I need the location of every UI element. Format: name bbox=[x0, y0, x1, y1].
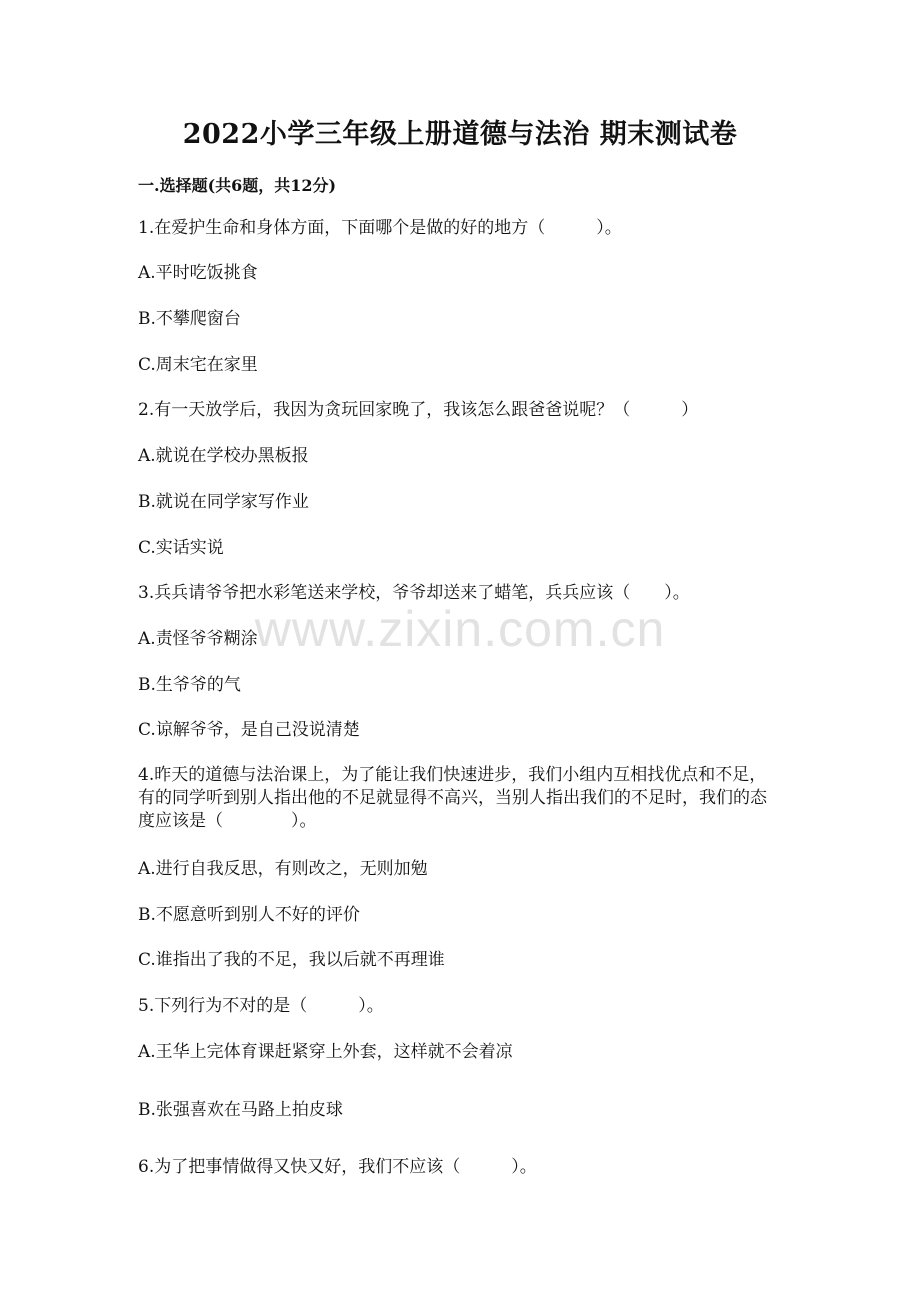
question-4-stem: 4.昨天的道德与法治课上，为了能让我们快速进步，我们小组内互相找优点和不足，有的同学听到别人指出他的不足就显得不高兴，当别人指出我们的不足时，我们的态度应该是（ ）。 bbox=[138, 765, 767, 831]
question-3-option-b: B.生爷爷的气 bbox=[138, 675, 241, 695]
question-4-option-b: B.不愿意听到别人不好的评价 bbox=[138, 905, 360, 925]
question-1-option-b: B.不攀爬窗台 bbox=[138, 309, 241, 329]
watermark: www.zixin.com.cn bbox=[254, 601, 666, 657]
question-2-option-b: B.就说在同学家写作业 bbox=[138, 492, 309, 512]
question-4-option-c: C.谁指出了我的不足，我以后就不再理谁 bbox=[138, 950, 445, 970]
question-3-option-c: C.谅解爷爷，是自己没说清楚 bbox=[138, 720, 360, 740]
question-2-option-a: A.就说在学校办黑板报 bbox=[138, 446, 309, 466]
question-1-option-a: A.平时吃饭挑食 bbox=[138, 263, 258, 283]
page-title: 2022小学三年级上册道德与法治 期末测试卷 bbox=[182, 119, 738, 150]
question-2-stem: 2.有一天放学后，我因为贪玩回家晚了，我该怎么跟爸爸说呢？（ ） bbox=[138, 400, 699, 420]
question-5-stem: 5.下列行为不对的是（ ）。 bbox=[138, 996, 384, 1016]
question-6-stem: 6.为了把事情做得又快又好，我们不应该（ ）。 bbox=[138, 1157, 537, 1177]
question-1-option-c: C.周末宅在家里 bbox=[138, 355, 258, 375]
question-2-option-c: C.实话实说 bbox=[138, 538, 224, 558]
question-3-option-a: A.责怪爷爷糊涂 bbox=[138, 629, 258, 649]
question-5-option-b: B.张强喜欢在马路上拍皮球 bbox=[138, 1100, 343, 1120]
question-4-option-a: A.进行自我反思，有则改之，无则加勉 bbox=[138, 859, 428, 879]
question-3-stem: 3.兵兵请爷爷把水彩笔送来学校，爷爷却送来了蜡笔，兵兵应该（ ）。 bbox=[138, 583, 690, 603]
section-heading: 一.选择题(共6题，共12分) bbox=[138, 176, 337, 195]
question-1-stem: 1.在爱护生命和身体方面，下面哪个是做的好的地方（ ）。 bbox=[138, 218, 622, 238]
question-5-option-a: A.王华上完体育课赶紧穿上外套，这样就不会着凉 bbox=[138, 1042, 513, 1062]
